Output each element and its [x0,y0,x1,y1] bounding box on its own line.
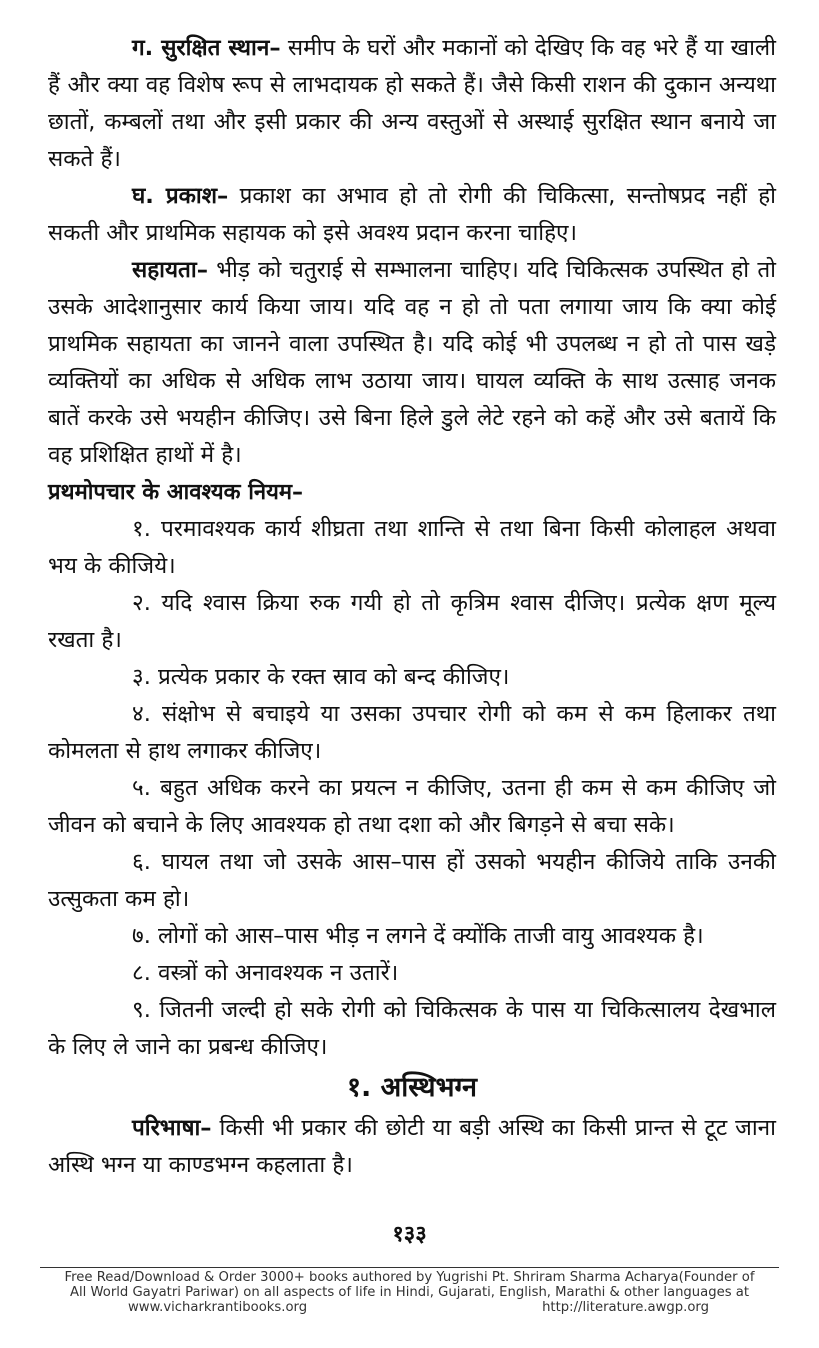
footer-divider [40,1267,779,1268]
rule-item: ५. बहुत अधिक करने का प्रयत्न न कीजिए, उतना ही कम से कम कीजिए जो जीवन को बचाने के लिए आवश्यक हो तथा दशा को और बिगड़ने से बचा सके। [48,775,776,838]
footer-links [40,1300,779,1315]
footer-link-vicharkranti[interactable]: www.vicharkrantibooks.org [128,1300,308,1315]
rule-item: ४. संक्षोभ से बचाइये या उसका उपचार रोगी को कम से कम हिलाकर तथा कोमलता से हाथ लगाकर कीजिए। [48,701,776,764]
paragraph-label: घ. प्रकाश– [132,183,229,209]
footer-link-literature[interactable]: http://literature.awgp.org [542,1300,709,1315]
page-number: १३३ [392,1222,427,1247]
chapter-title: १. अस्थिभग्न [346,1072,478,1103]
footer-line: All World Gayatri Pariwar) on all aspects of life in Hindi, Gujarati, English, Marathi & other languages at [69,1285,750,1300]
paragraph-label: ग. सुरक्षित स्थान– [132,35,281,61]
rule-item: ९. जितनी जल्दी हो सके रोगी को चिकित्सक के पास या चिकित्सालय देखभाल के लिए ले जाने का प्रबन्ध कीजिए। [48,997,776,1060]
paragraph-definition [48,1110,776,1184]
paragraph-text: भीड़ को चतुराई से सम्भालना चाहिए। यदि चिकित्सक उपस्थित हो तो उसके आदेशानुसार कार्य किया जाय। यदि वह न हो तो पता लगाया जाय कि क्या कोई प्राथमिक सहायता का जानने वाला उपस्थित है। यदि कोई भी उपलब्ध न हो तो पास खड़े व्यक्तियों का अधिक से अधिक लाभ उठाया जाय। घायल व्यक्ति के साथ उत्साह जनक बातें करके उसे भयहीन कीजिए। उसे बिना हिले डुले लेटे रहने को कहें और उसे बतायें कि वह प्रशिक्षित हाथों में है। [48,257,776,468]
paragraph-text: प्रकाश का अभाव हो तो रोगी की चिकित्सा, सन्तोषप्रद नहीं हो सकती और प्राथमिक सहायक को इसे अवश्य प्रदान करना चाहिए। [48,183,776,246]
paragraph-text: समीप के घरों और मकानों को देखिए कि वह भरे हैं या खाली हैं और क्या वह विशेष रूप से लाभदायक हो सकते हैं। जैसे किसी राशन की दुकान अन्यथा छातों, कम्बलों तथा और इसी प्रकार की अन्य वस्तुओं से अस्थाई सुरक्षित स्थान बनाये जा सकते हैं। [48,35,776,172]
rule-item: ३. प्रत्येक प्रकार के रक्त स्राव को बन्द कीजिए। [132,664,510,690]
footer-line: Free Read/Download & Order 3000+ books authored by Yugrishi Pt. Shriram Sharma Acharya(Founder of [64,1270,755,1285]
rules-heading: प्रथमोपचार के आवश्यक नियम– [48,480,304,505]
paragraph-label: सहायता– [132,257,208,283]
paragraph-safe-place [48,30,776,178]
rule-item: ८. वस्त्रों को अनावश्यक न उतारें। [132,960,399,986]
page-body [48,30,776,1184]
paragraph-label: परिभाषा– [132,1115,212,1141]
paragraph-assistance [48,252,776,474]
rule-item: ७. लोगों को आस–पास भीड़ न लगने दें क्योंकि ताजी वायु आवश्यक है। [132,923,704,949]
paragraph-text: किसी भी प्रकार की छोटी या बड़ी अस्थि का किसी प्रान्त से टूट जाना अस्थि भग्न या काण्डभग्न कहलाता है। [48,1115,776,1178]
rule-item: २. यदि श्वास क्रिया रुक गयी हो तो कृत्रिम श्वास दीजिए। प्रत्येक क्षण मूल्य रखता है। [48,590,776,653]
rule-item: १. परमावश्यक कार्य शीघ्रता तथा शान्ति से तथा बिना किसी कोलाहल अथवा भय के कीजिये। [48,516,776,579]
rule-item: ६. घायल तथा जो उसके आस–पास हों उसको भयहीन कीजिये ताकि उनकी उत्सुकता कम हो। [48,849,776,912]
footer [40,1270,779,1315]
paragraph-light [48,178,776,252]
